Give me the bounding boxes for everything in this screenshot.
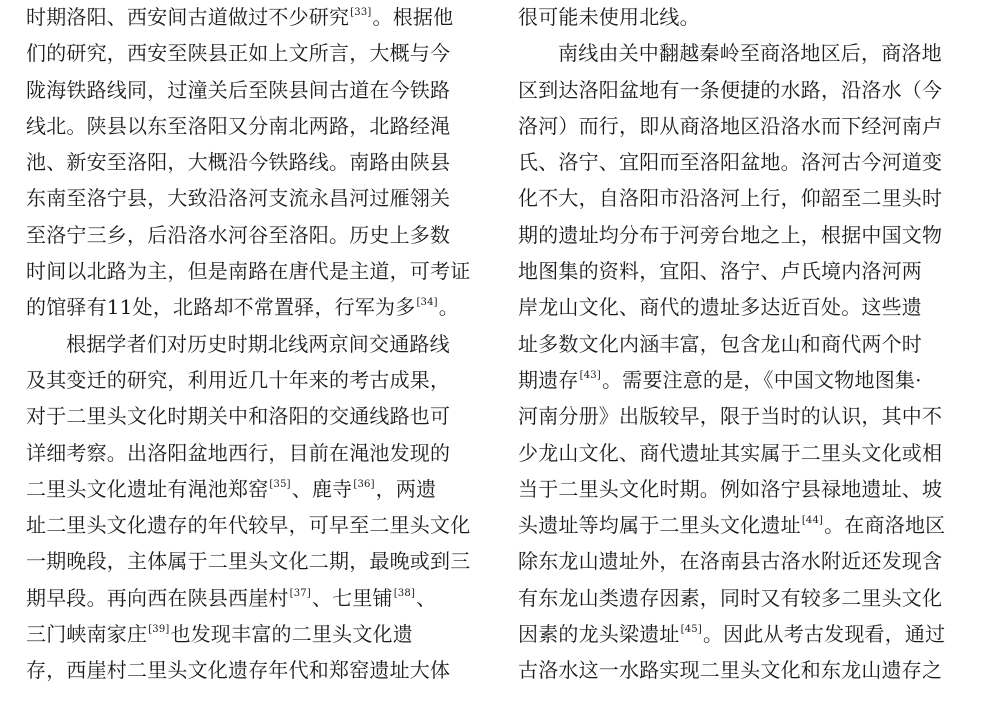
text-line bbox=[26, 253, 476, 289]
text-segment: 的馆驿有11处，北路却不常置驿，行军为多 bbox=[26, 295, 416, 320]
text-line bbox=[26, 580, 476, 616]
text-segment: 、鹿寺 bbox=[291, 476, 353, 501]
text-line bbox=[26, 108, 476, 144]
text-segment: 岸龙山文化、商代的遗址多达近百处。这些遗 bbox=[518, 295, 922, 320]
text-segment: 很可能未使用北线。 bbox=[518, 5, 700, 29]
text-segment: 期早段。再向西在陕县西崖村 bbox=[26, 585, 289, 610]
text-line bbox=[518, 0, 968, 35]
text-segment: 期遗存 bbox=[518, 367, 579, 392]
text-segment: 、 bbox=[416, 585, 437, 610]
text-segment: 址二里头文化遗存的年代较早，可早至二里头文化 bbox=[26, 513, 471, 538]
text-segment: 时间以北路为主，但是南路在唐代是主道，可考证 bbox=[26, 259, 471, 284]
text-line bbox=[26, 435, 476, 471]
text-line bbox=[26, 652, 476, 688]
text-line bbox=[518, 217, 968, 253]
citation-marker: [36] bbox=[353, 478, 375, 490]
text-line bbox=[518, 326, 968, 362]
text-line bbox=[26, 398, 476, 434]
text-segment: 二里头文化遗址有渑池郑窑 bbox=[26, 476, 269, 501]
citation-marker: [39] bbox=[148, 624, 170, 636]
citation-marker: [38] bbox=[393, 587, 416, 599]
citation-marker: [34] bbox=[416, 297, 438, 309]
text-segment: 少龙山文化、商代遗址其实属于二里头文化或相 bbox=[518, 440, 943, 465]
text-segment: 头遗址等均属于二里头文化遗址 bbox=[518, 513, 801, 538]
text-line bbox=[26, 72, 476, 108]
text-segment: 也发现丰富的二里头文化遗 bbox=[170, 622, 413, 647]
citation-marker: [37] bbox=[289, 587, 311, 599]
text-segment: 。在商洛地区 bbox=[824, 513, 946, 538]
text-segment: 一期晚段，主体属于二里头文化二期，最晚或到三 bbox=[26, 549, 471, 574]
text-line bbox=[26, 616, 476, 652]
text-segment: 东南至洛宁县，大致沿洛河支流永昌河过雁翎关 bbox=[26, 186, 451, 211]
text-line bbox=[518, 289, 968, 325]
text-line bbox=[518, 253, 968, 289]
text-line bbox=[26, 180, 476, 216]
text-segment: 、七里铺 bbox=[311, 585, 393, 610]
text-segment: 池、新安至洛阳，大概沿今铁路线。南路由陕县 bbox=[26, 150, 451, 175]
text-line bbox=[518, 652, 968, 688]
text-line bbox=[26, 362, 476, 398]
text-segment: 有东龙山类遗存因素，同时又有较多二里头文化 bbox=[518, 585, 943, 610]
text-line bbox=[26, 144, 476, 180]
text-segment: 。 bbox=[438, 295, 459, 320]
text-segment: 河南分册》出版较早，限于当时的认识，其中不 bbox=[518, 404, 943, 429]
citation-marker: [45] bbox=[680, 624, 702, 636]
text-segment: 三门峡南家庄 bbox=[26, 622, 148, 647]
text-line bbox=[518, 72, 968, 108]
text-segment: 因素的龙头梁遗址 bbox=[518, 622, 680, 647]
text-segment: 线北。陕县以东至洛阳又分南北两路，北路经渑 bbox=[26, 113, 451, 138]
text-line bbox=[26, 543, 476, 579]
citation-marker: [44] bbox=[801, 515, 824, 527]
text-line bbox=[518, 616, 968, 652]
text-segment: 古洛水这一水路实现二里头文化和东龙山遗存之 bbox=[518, 658, 943, 683]
text-segment: 存，西崖村二里头文化遗存年代和郑窑遗址大体 bbox=[26, 658, 451, 683]
text-line bbox=[518, 180, 968, 216]
text-line bbox=[26, 507, 476, 543]
text-segment: 氏、洛宁、宜阳而至洛阳盆地。洛河古今河道变 bbox=[518, 150, 943, 175]
text-segment: 区到达洛阳盆地有一条便捷的水路，沿洛水（今 bbox=[518, 77, 943, 102]
text-segment: 址多数文化内涵丰富，包含龙山和商代两个时 bbox=[518, 331, 922, 356]
text-line bbox=[518, 108, 968, 144]
text-line bbox=[26, 35, 476, 71]
text-line bbox=[518, 35, 968, 71]
text-line bbox=[518, 543, 968, 579]
text-segment: 化不大，自洛阳市沿洛河上行，仰韶至二里头时 bbox=[518, 186, 943, 211]
text-line bbox=[518, 580, 968, 616]
text-segment: 时期洛阳、西安间古道做过不少研究 bbox=[26, 5, 350, 29]
left-column bbox=[26, 0, 476, 689]
text-line bbox=[26, 289, 476, 325]
text-line bbox=[26, 471, 476, 507]
text-line bbox=[518, 435, 968, 471]
text-segment: 当于二里头文化时期。例如洛宁县禄地遗址、坡 bbox=[518, 476, 943, 501]
text-segment: 地图集的资料，宜阳、洛宁、卢氏境内洛河两 bbox=[518, 259, 922, 284]
citation-marker: [35] bbox=[269, 478, 291, 490]
text-segment: ，两遗 bbox=[375, 476, 437, 501]
text-segment: 至洛宁三乡，后沿洛水河谷至洛阳。历史上多数 bbox=[26, 222, 451, 247]
text-segment: 除东龙山遗址外，在洛南县古洛水附近还发现含 bbox=[518, 549, 943, 574]
text-line bbox=[26, 0, 476, 35]
text-line bbox=[518, 507, 968, 543]
text-segment: 陇海铁路线同，过潼关后至陕县间古道在今铁路 bbox=[26, 77, 451, 102]
text-segment: 及其变迁的研究，利用近几十年来的考古成果， bbox=[26, 367, 451, 392]
text-segment: 根据学者们对历史时期北线两京间交通路线 bbox=[66, 331, 450, 356]
text-segment: 们的研究，西安至陕县正如上文所言，大概与今 bbox=[26, 41, 451, 66]
text-line bbox=[518, 471, 968, 507]
text-segment: 期的遗址均分布于河旁台地之上，根据中国文物 bbox=[518, 222, 943, 247]
text-segment: 。需要注意的是，《中国文物地图集· bbox=[601, 367, 922, 392]
citation-marker: [33] bbox=[350, 7, 372, 18]
text-segment: 对于二里头文化时期关中和洛阳的交通线路也可 bbox=[26, 404, 451, 429]
text-line bbox=[518, 362, 968, 398]
right-column bbox=[518, 0, 968, 689]
text-segment: 。因此从考古发现看，通过 bbox=[702, 622, 946, 647]
text-segment: 。根据他 bbox=[372, 5, 454, 29]
text-segment: 洛河）而行，即从商洛地区沿洛水而下经河南卢 bbox=[518, 113, 943, 138]
text-line bbox=[26, 326, 476, 362]
text-line bbox=[518, 398, 968, 434]
text-line bbox=[518, 144, 968, 180]
text-segment: 南线由关中翻越秦岭至商洛地区后，商洛地 bbox=[558, 41, 942, 66]
text-segment: 详细考察。出洛阳盆地西行，目前在渑池发现的 bbox=[26, 440, 451, 465]
text-line bbox=[26, 217, 476, 253]
citation-marker: [43] bbox=[579, 369, 601, 381]
